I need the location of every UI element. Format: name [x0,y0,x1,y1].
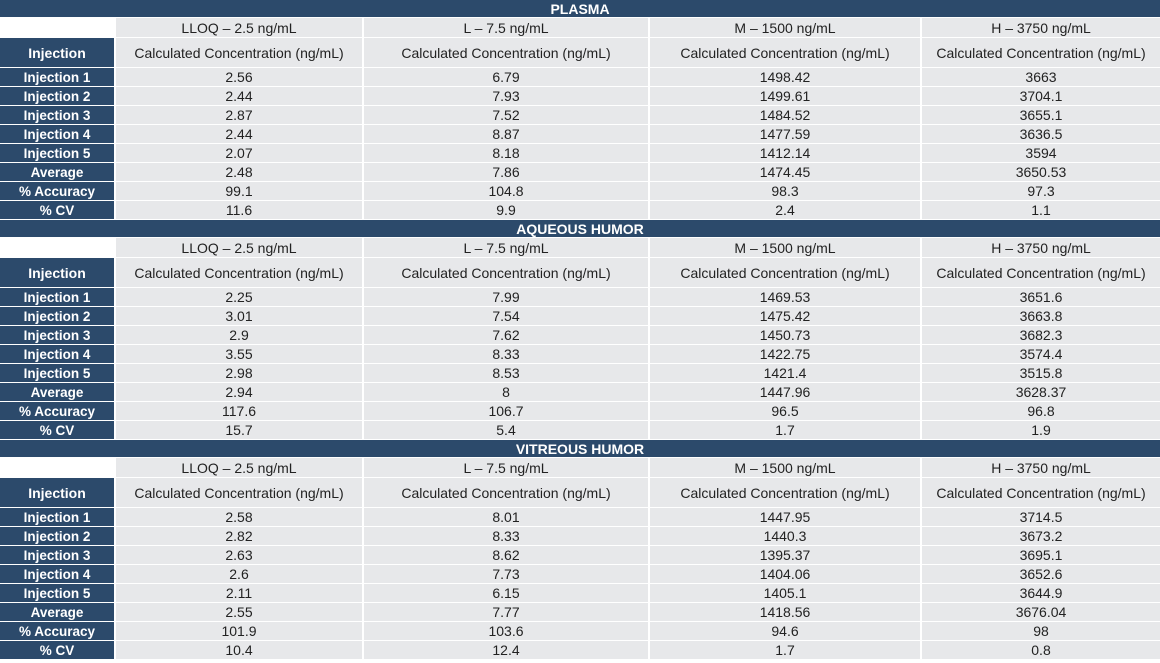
value-cell: 3574.4 [922,345,1160,363]
value-cell: 7.62 [364,326,650,344]
corner-cell [0,18,116,37]
value-cell: 2.55 [116,603,364,621]
value-cell: 2.6 [116,565,364,583]
value-cell: 3704.1 [922,87,1160,105]
concentration-header: Calculated Concentration (ng/mL) [650,38,922,67]
value-cell: 1.9 [922,421,1160,439]
table-row [0,508,1160,527]
row-label: Injection 2 [0,307,116,325]
value-cell: 1450.73 [650,326,922,344]
value-cell: 8 [364,383,650,401]
table-row [0,307,1160,326]
value-cell: 2.25 [116,288,364,306]
table-row [0,125,1160,144]
value-cell: 3515.8 [922,364,1160,382]
section-title: PLASMA [0,0,1160,18]
value-cell: 7.52 [364,106,650,124]
section-plasma [0,0,1160,220]
value-cell: 98.3 [650,182,922,200]
value-cell: 15.7 [116,421,364,439]
row-label: Injection 1 [0,68,116,86]
row-label: Injection 5 [0,584,116,602]
value-cell: 1484.52 [650,106,922,124]
value-cell: 12.4 [364,641,650,659]
level-header: L – 7.5 ng/mL [364,18,650,37]
value-cell: 8.62 [364,546,650,564]
table-row [0,182,1160,201]
value-cell: 1422.75 [650,345,922,363]
table-row [0,364,1160,383]
value-cell: 7.73 [364,565,650,583]
value-cell: 2.82 [116,527,364,545]
value-cell: 1475.42 [650,307,922,325]
level-header: H – 3750 ng/mL [922,458,1160,477]
value-cell: 8.53 [364,364,650,382]
value-cell: 8.33 [364,527,650,545]
row-label: % CV [0,421,116,439]
value-cell: 3636.5 [922,125,1160,143]
value-cell: 9.9 [364,201,650,219]
table-row [0,345,1160,364]
value-cell: 3655.1 [922,106,1160,124]
value-cell: 6.79 [364,68,650,86]
value-cell: 104.8 [364,182,650,200]
value-cell: 1498.42 [650,68,922,86]
value-cell: 2.11 [116,584,364,602]
table-row [0,421,1160,440]
value-cell: 7.93 [364,87,650,105]
value-cell: 7.54 [364,307,650,325]
concentration-header: Calculated Concentration (ng/mL) [650,258,922,287]
value-cell: 3.01 [116,307,364,325]
value-cell: 1395.37 [650,546,922,564]
table-row [0,144,1160,163]
value-cell: 7.86 [364,163,650,181]
section-title: VITREOUS HUMOR [0,440,1160,458]
value-cell: 8.18 [364,144,650,162]
row-label: % Accuracy [0,402,116,420]
column-header-row [0,258,1160,288]
value-cell: 97.3 [922,182,1160,200]
value-cell: 6.15 [364,584,650,602]
concentration-header: Calculated Concentration (ng/mL) [116,478,364,507]
section-title: AQUEOUS HUMOR [0,220,1160,238]
table-row [0,641,1160,660]
value-cell: 8.33 [364,345,650,363]
value-cell: 7.77 [364,603,650,621]
row-label: Injection 3 [0,106,116,124]
value-cell: 3628.37 [922,383,1160,401]
concentration-header: Calculated Concentration (ng/mL) [650,478,922,507]
level-header-row [0,458,1160,478]
level-header: M – 1500 ng/mL [650,458,922,477]
value-cell: 103.6 [364,622,650,640]
value-cell: 1447.96 [650,383,922,401]
row-label: % CV [0,641,116,659]
value-cell: 2.94 [116,383,364,401]
concentration-header: Calculated Concentration (ng/mL) [116,258,364,287]
concentration-header: Calculated Concentration (ng/mL) [116,38,364,67]
value-cell: 1.7 [650,421,922,439]
value-cell: 2.44 [116,125,364,143]
row-label: Average [0,163,116,181]
concentration-header: Calculated Concentration (ng/mL) [364,38,650,67]
level-header: H – 3750 ng/mL [922,238,1160,257]
value-cell: 1.7 [650,641,922,659]
table-row [0,163,1160,182]
concentration-header: Calculated Concentration (ng/mL) [922,478,1160,507]
table-row [0,527,1160,546]
level-header: M – 1500 ng/mL [650,238,922,257]
value-cell: 99.1 [116,182,364,200]
value-cell: 3663 [922,68,1160,86]
value-cell: 1499.61 [650,87,922,105]
value-cell: 3714.5 [922,508,1160,526]
concentration-header: Calculated Concentration (ng/mL) [364,258,650,287]
value-cell: 3594 [922,144,1160,162]
level-header: L – 7.5 ng/mL [364,458,650,477]
concentration-header: Calculated Concentration (ng/mL) [364,478,650,507]
table-row [0,288,1160,307]
value-cell: 2.56 [116,68,364,86]
row-label: Injection 2 [0,527,116,545]
value-cell: 1447.95 [650,508,922,526]
column-header-row [0,478,1160,508]
value-cell: 1418.56 [650,603,922,621]
table-row [0,383,1160,402]
value-cell: 3673.2 [922,527,1160,545]
row-label: Injection 1 [0,288,116,306]
value-cell: 11.6 [116,201,364,219]
level-header: L – 7.5 ng/mL [364,238,650,257]
row-label: Injection 2 [0,87,116,105]
section-aqueous-humor [0,220,1160,440]
value-cell: 7.99 [364,288,650,306]
value-cell: 2.07 [116,144,364,162]
value-cell: 1474.45 [650,163,922,181]
value-cell: 117.6 [116,402,364,420]
value-cell: 106.7 [364,402,650,420]
value-cell: 94.6 [650,622,922,640]
value-cell: 3.55 [116,345,364,363]
row-label: Average [0,383,116,401]
value-cell: 3682.3 [922,326,1160,344]
value-cell: 2.48 [116,163,364,181]
injection-header: Injection [0,478,116,507]
level-header: H – 3750 ng/mL [922,18,1160,37]
row-label: % Accuracy [0,182,116,200]
value-cell: 101.9 [116,622,364,640]
row-label: Injection 1 [0,508,116,526]
value-cell: 10.4 [116,641,364,659]
value-cell: 3651.6 [922,288,1160,306]
section-vitreous-humor [0,440,1160,660]
value-cell: 2.44 [116,87,364,105]
row-label: Injection 3 [0,326,116,344]
value-cell: 1404.06 [650,565,922,583]
injection-header: Injection [0,258,116,287]
table-row [0,68,1160,87]
row-label: Injection 3 [0,546,116,564]
value-cell: 8.01 [364,508,650,526]
value-cell: 96.5 [650,402,922,420]
row-label: Injection 4 [0,345,116,363]
value-cell: 1412.14 [650,144,922,162]
table-row [0,546,1160,565]
value-cell: 3644.9 [922,584,1160,602]
column-header-row [0,38,1160,68]
row-label: Injection 5 [0,144,116,162]
value-cell: 2.4 [650,201,922,219]
value-cell: 2.9 [116,326,364,344]
table-row [0,402,1160,421]
value-cell: 1440.3 [650,527,922,545]
value-cell: 1469.53 [650,288,922,306]
concentration-header: Calculated Concentration (ng/mL) [922,258,1160,287]
value-cell: 5.4 [364,421,650,439]
row-label: Injection 4 [0,125,116,143]
value-cell: 96.8 [922,402,1160,420]
table-row [0,584,1160,603]
value-cell: 1421.4 [650,364,922,382]
injection-header: Injection [0,38,116,67]
value-cell: 2.87 [116,106,364,124]
level-header: LLOQ – 2.5 ng/mL [116,458,364,477]
value-cell: 3652.6 [922,565,1160,583]
level-header-row [0,238,1160,258]
table-row [0,106,1160,125]
row-label: Average [0,603,116,621]
level-header: M – 1500 ng/mL [650,18,922,37]
value-cell: 3650.53 [922,163,1160,181]
value-cell: 1405.1 [650,584,922,602]
corner-cell [0,458,116,477]
table-row [0,87,1160,106]
table-row [0,565,1160,584]
value-cell: 3695.1 [922,546,1160,564]
value-cell: 3676.04 [922,603,1160,621]
value-cell: 98 [922,622,1160,640]
value-cell: 3663.8 [922,307,1160,325]
level-header-row [0,18,1160,38]
value-cell: 8.87 [364,125,650,143]
table-row [0,201,1160,220]
value-cell: 1477.59 [650,125,922,143]
row-label: Injection 5 [0,364,116,382]
value-cell: 2.58 [116,508,364,526]
value-cell: 0.8 [922,641,1160,659]
table-row [0,622,1160,641]
value-cell: 2.98 [116,364,364,382]
value-cell: 2.63 [116,546,364,564]
level-header: LLOQ – 2.5 ng/mL [116,238,364,257]
row-label: Injection 4 [0,565,116,583]
corner-cell [0,238,116,257]
level-header: LLOQ – 2.5 ng/mL [116,18,364,37]
table-row [0,603,1160,622]
concentration-header: Calculated Concentration (ng/mL) [922,38,1160,67]
row-label: % CV [0,201,116,219]
table-row [0,326,1160,345]
row-label: % Accuracy [0,622,116,640]
value-cell: 1.1 [922,201,1160,219]
